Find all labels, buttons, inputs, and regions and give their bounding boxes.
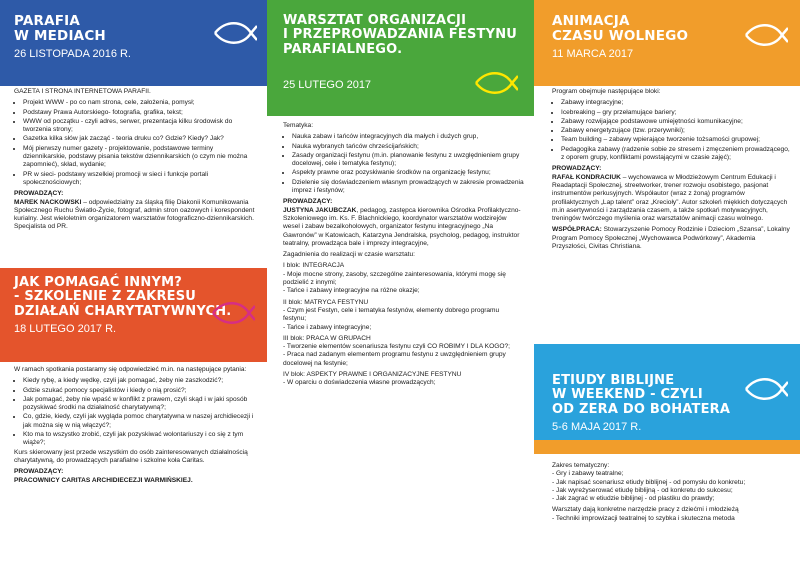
fish-icon <box>744 378 788 400</box>
section-date: 11 MARCA 2017 <box>552 47 634 60</box>
section-date: 5-6 MAJA 2017 R. <box>552 420 642 433</box>
column-festival <box>267 0 534 566</box>
section-title-charity: JAK POMAGAĆ INNYM? - SZKOLENIE Z ZAKRESU DZIAŁAŃ CHARYTATYWNYCH. <box>14 275 232 319</box>
section-date: 18 LUTEGO 2017 R. <box>14 322 117 335</box>
column-animation <box>534 0 800 566</box>
fish-icon <box>474 72 518 94</box>
content-festival: Tematyka: • Nauka zabaw i tańców integracyjnych dla małych i dużych grup, • Nauka wybranych tańców chrześcijańskich; • Zasady organizacji festynu (m.in. planowanie festynu z uwzględnieniem grupy docelowej, cele i tematyka festynu); • Aspekty prawne oraz pozyskiwanie środków na organizację festynu; • Dzielenie się doświadczeniem własnym prowadzących w zakresie prowadzenia imprez i festynów; PROWADZĄCY: JUSTYNA JAKUBCZAK, pedagog, zastępca kierownika Ośrodka Profilaktyczno-Szkoleniowego im. Ks. F. Blachnickiego, koordynator warsztatów wodzirejów wesel i zabaw bezalkoholowych, organizator festynu integracyjnego „Na Gawronów” w Katowicach, Katarzyna Jendralska, psycholog, pedagog, instruktor teatralny, prowadząca bale i imprezy integracyjne, Zagadnienia do realizacji w czasie warsztatu: I blok: INTEGRACJA - Moje mocne strony, zasoby, szczególne zainteresowania, którymi mogę się podzielić z innymi; - Tańce i zabawy integracyjne na różne okazje; II blok: MATRYCA FESTYNU - Czym jest Festyn, cele i tematyka festynów, elementy dobrego programu festynu; - Tańce i zabawy integracyjne; III blok: PRACA W GRUPACH - Tworzenie elementów scenariusza festynu czyli CO ROBIMY I DLA KOGO?; - Praca nad zadanym elementem programu festynu z uwzględnieniem grupy docelowej na festynie; IV blok: ASPEKTY PRAWNE I ORGANIZACYJNE FESTYNU - W oparciu o doświadczenia własne prowadzących; <box>267 116 534 566</box>
section-title-festival: WARSZTAT ORGANIZACJI I PRZEPROWADZANIA FESTYNU PARAFIALNEGO. <box>283 13 518 57</box>
fish-icon <box>744 24 788 46</box>
content-charity: W ramach spotkania postaramy się odpowiedzieć m.in. na następujące pytania: • Kiedy rybę, a kiedy wędkę, czyli jak pomagać, żeby nie zaszkodzić?; • Gdzie szukać pomocy specjalistów i kiedy o nią prosić?; • Jak pomagać, żeby nie wpaść w konflikt z prawem, czyli skąd i w jaki sposób pozyskiwać środki na działalność charytatywną?; • Co, gdzie, kiedy, czyli jak wygląda pomoc charytatywna w naszej archidiecezji i jak można się w nią włączyć?; • Kto ma to wszystko zrobić, czyli jak pozyskiwać wolontariuszy i co się z tym wiąże?; Kurs skierowany jest przede wszystkim do osób zainteresowanych działalnością charytatywną, do prowadzących parafialne i szkolne koła Caritas. PROWADZĄCY: PRACOWNICY CARITAS ARCHIDIECEZJI WARMIŃSKIEJ. <box>0 362 267 566</box>
section-title-bible: ETIUDY BIBLIJNE W WEEKEND - CZYLI OD ZERA DO BOHATERA <box>552 373 731 417</box>
content-media: GAZETA I STRONA INTERNETOWA PARAFII. • Projekt WWW - po co nam strona, cele, założenia, pomysł; • Podstawy Prawa Autorskiego- fotografia, grafika, tekst; • WWW od początku - czyli adres, serwer, prezentacja kilku środowisk do tworzenia strony; • Gazetka kilka słów jak zacząć - teoria druku co? Gdzie? Kiedy? Jak? • Mój pierwszy numer gazety - projektowanie, podstawowe terminy dziennikarskie, podstawy pisania tekstów dziennikarskich (o czym nie można zapomnieć), skład, wydanie; • PR w sieci- podstawy wszelkiej promocji w sieci i funkcje portali społecznościowych; PROWADZĄCY: MAREK NACKOWSKI – odpowiedzialny za śląską filię Diakonii Komunikowania Społecznego Ruchu Światło-Życie, fotograf, admin stron oazowych i korespondent kurialny. Jest wieloletnim organizatorem warsztatów fotograficzno-dziennikarskich. Specjalista od PR. <box>0 86 267 268</box>
column-media <box>0 0 267 566</box>
section-date: 26 LISTOPADA 2016 R. <box>14 47 131 60</box>
section-title-media: PARAFIA W MEDIACH <box>14 13 106 44</box>
section-title-animation: ANIMACJA CZASU WOLNEGO <box>552 13 689 44</box>
content-animation: Program obejmuje następujące bloki: • Zabawy integracyjne; • Icebreaking – gry przełamujące bariery; • Zabawy rozwijające podstawowe umiejętności komunikacyjne; • Zabawy energetyzujące (tzw. przerywniki); • Team building – zabawy wpierające tworzenie tożsamości grupowej; • Pedagogika zabawy (radzenie sobie ze stresem i zmęczeniem prowadzącego, z oporem grupy, konfliktami powstającymi w czasie zajęć); PROWADZĄCY: RAFAŁ KONDRACIUK – wychowawca w Młodzieżowym Centrum Edukacji i Readaptacji Społecznej, streetworker, trener rozwoju osobistego, pasjonat instrumentów perkusyjnych. Współautor (wraz z żoną) programów profilaktycznych „Lap talent” oraz „Krecioły”. Autor szkoleń miękkich dotyczących m.in asertywności i zarządzania czasem, a także spotkań motywacyjnych, treningów twórczego myślenia oraz warsztatów animacji czasu wolnego. WSPÓŁPRACA: Stowarzyszenie Pomocy Rodzinie i Dzieciom „Szansa”, Lokalny Program Pomocy Społecznej „Wychowawca Podwórkowy”, Akademia Przyszłości, Civitas Christiana. <box>534 86 800 344</box>
fish-icon <box>213 22 257 44</box>
section-date: 25 LUTEGO 2017 <box>283 78 372 91</box>
content-bible: Zakres tematyczny: - Gry i zabawy teatralne; - Jak napisać scenariusz etiudy biblijnej - od pomysłu do konkretu; - Jak wyreżyserować etiudę biblijną - od konkretu do sukcesu; - Jak zagrać w etiudzie biblijnej - od plastiku do prawdy; Warsztaty dają konkretne narzędzie pracy z dziećmi i młodzieżą - Techniki improwizacji teatralnej to szybka i skuteczna metoda <box>534 454 800 566</box>
fish-icon <box>211 302 255 324</box>
